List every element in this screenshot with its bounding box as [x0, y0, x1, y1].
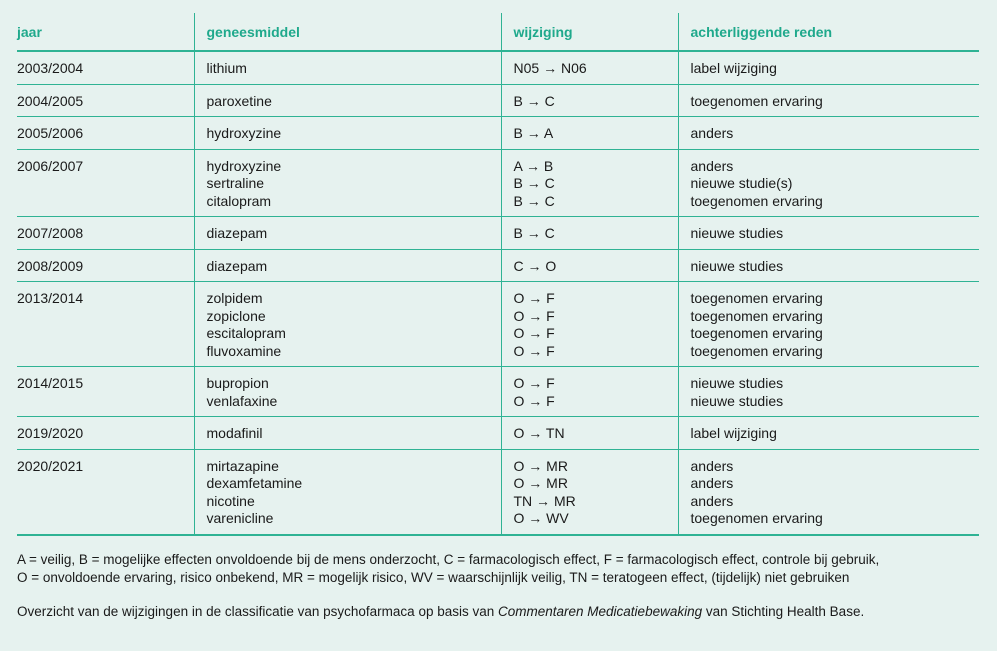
- cell-geneesmiddel-line: modafinil: [206, 425, 263, 441]
- cell-wijziging-line: B → A: [513, 125, 554, 141]
- cell-reden: [678, 417, 979, 450]
- cell-geneesmiddel-line: mirtazapine: [206, 457, 279, 474]
- cell-reden-line: nieuwe studies: [690, 257, 784, 274]
- legend-line-2: O = onvoldoende ervaring, risico onbekend, MR = mogelijk risico, WV = waarschijnlijk veilig, TN = teratogeen effect, (tijdelijk) niet gebruiken: [17, 569, 850, 585]
- table-row: [17, 449, 979, 535]
- cell-reden-line: label wijziging: [690, 60, 777, 76]
- cell-jaar: 2019/2020: [17, 417, 194, 450]
- cell-reden-line: label wijziging: [690, 425, 777, 441]
- cell-wijziging-line: B → C: [513, 225, 555, 241]
- cell-jaar: 2003/2004: [17, 51, 194, 84]
- cell-jaar: 2004/2005: [17, 84, 194, 117]
- table-row: [17, 417, 979, 450]
- cell-wijziging-line: B → C: [513, 192, 555, 209]
- caption-text-end: van Stichting Health Base.: [702, 603, 865, 619]
- cell-reden-line: nieuwe studie(s): [690, 175, 793, 191]
- cell-reden-line: toegenomen ervaring: [690, 342, 823, 359]
- table-row: [17, 149, 979, 217]
- cell-jaar: 2005/2006: [17, 117, 194, 150]
- cell-reden: [678, 367, 979, 417]
- table-body: [17, 51, 979, 535]
- caption-source-title: Commentaren Medicatiebewaking: [498, 603, 703, 619]
- cell-geneesmiddel-line: nicotine: [206, 492, 255, 509]
- cell-reden-line: toegenomen ervaring: [690, 92, 823, 109]
- cell-reden-line: anders: [690, 457, 734, 474]
- cell-reden-line: toegenomen ervaring: [690, 325, 823, 341]
- cell-geneesmiddel-line: citalopram: [206, 192, 272, 209]
- cell-geneesmiddel-line: varenicline: [206, 510, 274, 526]
- cell-reden-line: toegenomen ervaring: [690, 307, 823, 324]
- cell-wijziging-line: N05 → N06: [513, 60, 587, 76]
- cell-geneesmiddel-line: zopiclone: [206, 307, 266, 324]
- cell-reden-line: nieuwe studies: [690, 375, 784, 391]
- table-row: [17, 51, 979, 84]
- cell-wijziging: [501, 367, 678, 417]
- cell-wijziging: [501, 217, 678, 250]
- table-row: [17, 282, 979, 367]
- cell-geneesmiddel-line: diazepam: [206, 225, 268, 241]
- legend: [17, 551, 979, 587]
- cell-reden: [678, 217, 979, 250]
- cell-geneesmiddel: [194, 282, 501, 367]
- cell-wijziging-line: O → F: [513, 325, 555, 341]
- cell-reden: [678, 117, 979, 150]
- cell-wijziging-line: O → TN: [513, 425, 565, 441]
- caption: [17, 603, 980, 621]
- cell-wijziging: [501, 449, 678, 535]
- table-row: [17, 84, 979, 117]
- cell-wijziging-line: O → F: [513, 307, 555, 324]
- cell-reden-line: anders: [690, 475, 734, 491]
- cell-jaar: 2008/2009: [17, 249, 194, 282]
- cell-wijziging: [501, 282, 678, 367]
- cell-geneesmiddel: [194, 149, 501, 217]
- cell-wijziging-line: O → WV: [513, 510, 569, 526]
- header-geneesmiddel: geneesmiddel: [194, 13, 501, 51]
- header-jaar: jaar: [17, 13, 194, 51]
- cell-wijziging-line: O → F: [513, 290, 555, 306]
- cell-geneesmiddel-line: diazepam: [206, 257, 268, 274]
- cell-wijziging-line: TN → MR: [513, 492, 576, 509]
- table-header-row: [17, 13, 979, 51]
- cell-geneesmiddel-line: sertraline: [206, 175, 265, 191]
- cell-geneesmiddel-line: fluvoxamine: [206, 342, 282, 359]
- cell-reden: [678, 282, 979, 367]
- cell-wijziging: [501, 149, 678, 217]
- cell-geneesmiddel-line: escitalopram: [206, 325, 286, 341]
- cell-wijziging: [501, 249, 678, 282]
- table-row: [17, 367, 979, 417]
- cell-reden-line: nieuwe studies: [690, 392, 784, 409]
- cell-reden-line: anders: [690, 492, 734, 509]
- cell-reden-line: toegenomen ervaring: [690, 290, 823, 306]
- cell-reden: [678, 51, 979, 84]
- cell-wijziging-line: B → C: [513, 92, 555, 109]
- cell-geneesmiddel-line: bupropion: [206, 375, 269, 391]
- cell-geneesmiddel: [194, 417, 501, 450]
- cell-jaar: 2013/2014: [17, 282, 194, 367]
- cell-geneesmiddel-line: venlafaxine: [206, 392, 278, 409]
- cell-jaar: 2007/2008: [17, 217, 194, 250]
- cell-reden: [678, 149, 979, 217]
- cell-geneesmiddel-line: lithium: [206, 60, 247, 76]
- cell-reden-line: toegenomen ervaring: [690, 192, 823, 209]
- cell-geneesmiddel-line: dexamfetamine: [206, 475, 303, 491]
- table-row: [17, 249, 979, 282]
- cell-geneesmiddel: [194, 249, 501, 282]
- cell-jaar: 2006/2007: [17, 149, 194, 217]
- cell-geneesmiddel: [194, 449, 501, 535]
- table-row: [17, 217, 979, 250]
- cell-reden-line: toegenomen ervaring: [690, 510, 823, 526]
- cell-reden-line: nieuwe studies: [690, 225, 784, 241]
- caption-text: Overzicht van de wijzigingen in de classificatie van psychofarmaca op basis van: [17, 603, 498, 619]
- cell-wijziging-line: O → MR: [513, 475, 568, 491]
- cell-geneesmiddel-line: hydroxyzine: [206, 157, 282, 174]
- header-wijziging: wijziging: [501, 13, 678, 51]
- cell-geneesmiddel: [194, 217, 501, 250]
- cell-reden-line: anders: [690, 125, 734, 141]
- cell-geneesmiddel-line: paroxetine: [206, 92, 272, 109]
- cell-wijziging: [501, 84, 678, 117]
- cell-geneesmiddel: [194, 117, 501, 150]
- cell-jaar: 2020/2021: [17, 449, 194, 535]
- cell-wijziging: [501, 51, 678, 84]
- header-reden: achterliggende reden: [678, 13, 979, 51]
- table-row: [17, 117, 979, 150]
- cell-wijziging: [501, 417, 678, 450]
- cell-geneesmiddel-line: zolpidem: [206, 290, 263, 306]
- cell-wijziging-line: B → C: [513, 175, 555, 191]
- cell-reden: [678, 84, 979, 117]
- cell-wijziging-line: A → B: [513, 157, 554, 174]
- cell-wijziging-line: C → O: [513, 257, 557, 274]
- cell-wijziging-line: O → F: [513, 392, 555, 409]
- classification-changes-table: [17, 13, 979, 536]
- cell-geneesmiddel-line: hydroxyzine: [206, 125, 282, 141]
- cell-reden: [678, 449, 979, 535]
- cell-reden-line: anders: [690, 157, 734, 174]
- cell-wijziging-line: O → F: [513, 375, 555, 391]
- cell-reden: [678, 249, 979, 282]
- cell-jaar: 2014/2015: [17, 367, 194, 417]
- legend-line-1: A = veilig, B = mogelijke effecten onvoldoende bij de mens onderzocht, C = farmacologisch effect, F = farmacologisch effect, controle bij gebruik,: [17, 551, 880, 567]
- cell-geneesmiddel: [194, 84, 501, 117]
- cell-geneesmiddel: [194, 367, 501, 417]
- cell-wijziging-line: O → F: [513, 342, 555, 359]
- cell-wijziging: [501, 117, 678, 150]
- cell-geneesmiddel: [194, 51, 501, 84]
- cell-wijziging-line: O → MR: [513, 457, 568, 474]
